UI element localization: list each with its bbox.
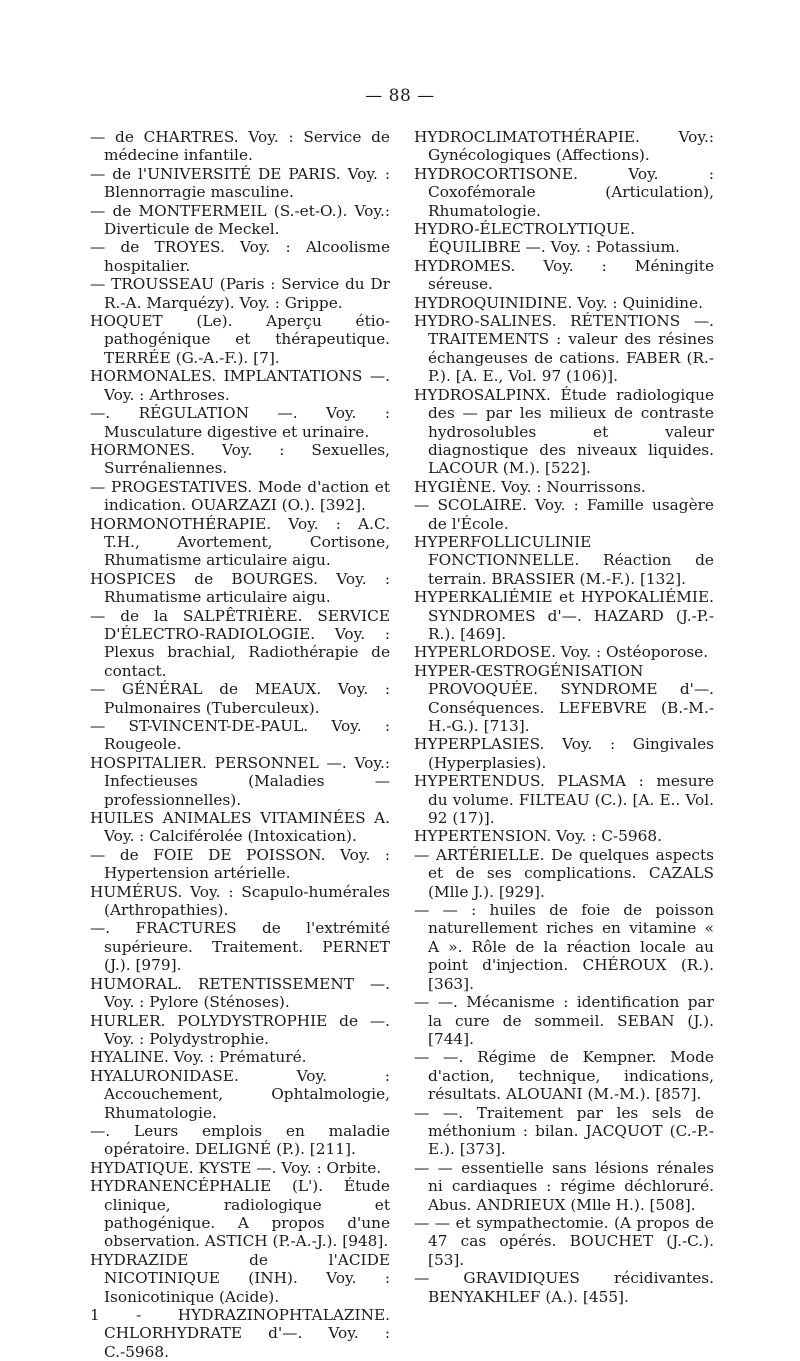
index-entry: — de FOIE DE POISSON. Voy. : Hypertension artérielle.	[90, 845, 390, 883]
index-entry: HYALURONIDASE. Voy. : Accouchement, Ophtalmologie, Rhumatologie.	[90, 1066, 390, 1122]
index-entry: HORMONES. Voy. : Sexuelles, Surrénaliennes.	[90, 440, 390, 478]
index-entry: — de CHARTRES. Voy. : Service de médecine infantile.	[90, 128, 390, 165]
index-entry: HYDRO-ÉLECTROLYTIQUE. ÉQUILIBRE —. Voy. : Potassium.	[414, 220, 680, 257]
index-entry: HORMONOTHÉRAPIE. Voy. : A.C. T.H., Avortement, Cortisone, Rhumatisme articulaire aigu.	[90, 514, 390, 570]
index-entry: —. Leurs emplois en maladie opératoire. DELIGNÉ (P.). [211].	[90, 1121, 390, 1159]
index-entry: — PROGESTATIVES. Mode d'action et indication. OUARZAZI (O.). [392].	[90, 477, 390, 515]
index-entry: HYPERTENDUS. PLASMA : mesure du volume. FILTEAU (C.). [A. E.. Vol. 92 (17)].	[414, 772, 714, 828]
index-entry: HYPERPLASIES. Voy. : Gingivales (Hyperplasies).	[414, 735, 714, 772]
index-entry: HYPERFOLLICULINIE FONCTIONNELLE. Réaction de terrain. BRASSIER (M.-F.). [132].	[414, 532, 714, 588]
index-entry: HYALINE. Voy. : Prématuré.	[90, 1048, 307, 1067]
index-entry: — GÉNÉRAL de MEAUX. Voy. : Pulmonaires (Tuberculeux).	[90, 680, 390, 717]
index-entry: HOSPICES de BOURGES. Voy. : Rhumatisme articulaire aigu.	[90, 569, 390, 607]
index-entry: HYGIÈNE. Voy. : Nourrissons.	[414, 477, 646, 496]
index-entry: — — essentielle sans lésions rénales ni cardiaques : régime déchloruré. Abus. ANDRIEUX (Mlle H.). [508].	[414, 1158, 714, 1214]
index-entry: HYPERTENSION. Voy. : C-5968.	[414, 827, 662, 846]
index-entry: HURLER. POLYDYSTROPHIE de —. Voy. : Polydystrophie.	[90, 1011, 390, 1048]
page-number: — 88 —	[365, 86, 435, 106]
index-entry: HYDROCORTISONE. Voy. : Coxofémorale (Articulation), Rhumatologie.	[414, 164, 714, 220]
index-entry: HYDRO-SALINES. RÉTENTIONS —. TRAITEMENTS : valeur des résines échangeuses de cations. FABER (R.-P.). [A. E., Vol. 97 (106)].	[414, 312, 714, 386]
index-entry: HOQUET (Le). Aperçu étio-pathogénique et thérapeutique. TERRÉE (G.-A.-F.). [7].	[90, 312, 390, 367]
index-entry: — ARTÉRIELLE. De quelques aspects et de ses complications. CAZALS (Mlle J.). [929].	[414, 845, 714, 901]
index-entry: — — : huiles de foie de poisson naturellement riches en vitamine « A ». Rôle de la réaction locale au point d'injection. CHÉROUX (R.). [363].	[414, 901, 714, 993]
index-entry: — de la SALPÊTRIÈRE. SERVICE D'ÉLECTRO-RADIOLOGIE. Voy. : Plexus brachial, Radiothérapie de contact.	[90, 606, 390, 680]
index-entry: HYPERLORDOSE. Voy. : Ostéoporose.	[414, 643, 709, 662]
index-entry: — ST-VINCENT-DE-PAUL. Voy. : Rougeole.	[90, 717, 390, 754]
index-entry: HYDROCLIMATOTHÉRAPIE. Voy.: Gynécologiques (Affections).	[414, 128, 714, 165]
right-column	[414, 128, 714, 1306]
index-entry: — GRAVIDIQUES récidivantes. BENYAKHLEF (A.). [455].	[414, 1269, 714, 1306]
index-entry: HYDATIQUE. KYSTE —. Voy. : Orbite.	[90, 1158, 382, 1177]
index-entry: HYDROMES. Voy. : Méningite séreuse.	[414, 256, 714, 294]
index-entry: —. FRACTURES de l'extrémité supérieure. Traitement. PERNET (J.). [979].	[90, 919, 390, 975]
index-entry: HOSPITALIER. PERSONNEL —. Voy.: Infectieuses (Maladies — professionnelles).	[90, 753, 390, 809]
index-entry: — TROUSSEAU (Paris : Service du Dr R.-A. Marquézy). Voy. : Grippe.	[90, 275, 390, 312]
index-entry: —. RÉGULATION —. Voy. : Musculature digestive et urinaire.	[90, 404, 390, 441]
left-column	[90, 128, 390, 1361]
index-entry: — —. Traitement par les sels de méthonium : bilan. JACQUOT (C.-P.-E.). [373].	[414, 1103, 714, 1159]
index-entry: HYDROSALPINX. Étude radiologique des — par les milieux de contraste hydrosolubles et valeur diagnostique des niveaux liquides. LACOUR (M.). [522].	[414, 385, 714, 478]
index-entry: — de MONTFERMEIL (S.-et-O.). Voy.: Diverticule de Meckel.	[90, 201, 390, 239]
index-entry: HORMONALES. IMPLANTATIONS —. Voy. : Arthroses.	[90, 367, 390, 404]
index-entry: 1 - HYDRAZINOPHTALAZINE. CHLORHYDRATE d'—. Voy. : C.-5968.	[90, 1306, 390, 1361]
index-entry: HUMÉRUS. Voy. : Scapulo-humérales (Arthropathies).	[90, 882, 390, 920]
index-entry: — — et sympathectomie. (A propos de 47 cas opérés. BOUCHET (J.-C.). [53].	[414, 1213, 714, 1269]
index-entry: — de l'UNIVERSITÉ DE PARIS. Voy. : Blennorragie masculine.	[90, 164, 390, 202]
index-entry: — —. Régime de Kempner. Mode d'action, technique, indications, résultats. ALOUANI (M.-M.). [857].	[414, 1048, 714, 1104]
index-entry: HUILES ANIMALES VITAMINÉES A. Voy. : Calciférolée (Intoxication).	[90, 809, 390, 846]
index-entry: HYDRAZIDE de l'ACIDE NICOTINIQUE (INH). Voy. : Isonicotinique (Acide).	[90, 1250, 390, 1306]
index-entry: HYPER-ŒSTROGÉNISATION PROVOQUÉE. SYNDROME d'—. Conséquences. LEFEBVRE (B.-M.-H.-G.). [713].	[414, 661, 714, 735]
index-entry: — de TROYES. Voy. : Alcoolisme hospitalier.	[90, 238, 390, 275]
index-entry: HYPERKALIÉMIE et HYPOKALIÉMIE. SYNDROMES d'—. HAZARD (J.-P.-R.). [469].	[414, 588, 714, 643]
index-entry: HYDROQUINIDINE. Voy. : Quinidine.	[414, 293, 703, 312]
index-entry: HYDRANENCÉPHALIE (L'). Étude clinique, radiologique et pathogénique. A propos d'une observation. ASTICH (P.-A.-J.). [948].	[90, 1177, 390, 1251]
index-entry: — SCOLAIRE. Voy. : Famille usagère de l'École.	[414, 496, 714, 533]
index-entry: — —. Mécanisme : identification par la cure de sommeil. SEBAN (J.). [744].	[414, 993, 714, 1048]
index-entry: HUMORAL. RETENTISSEMENT —. Voy. : Pylore (Sténoses).	[90, 974, 390, 1012]
